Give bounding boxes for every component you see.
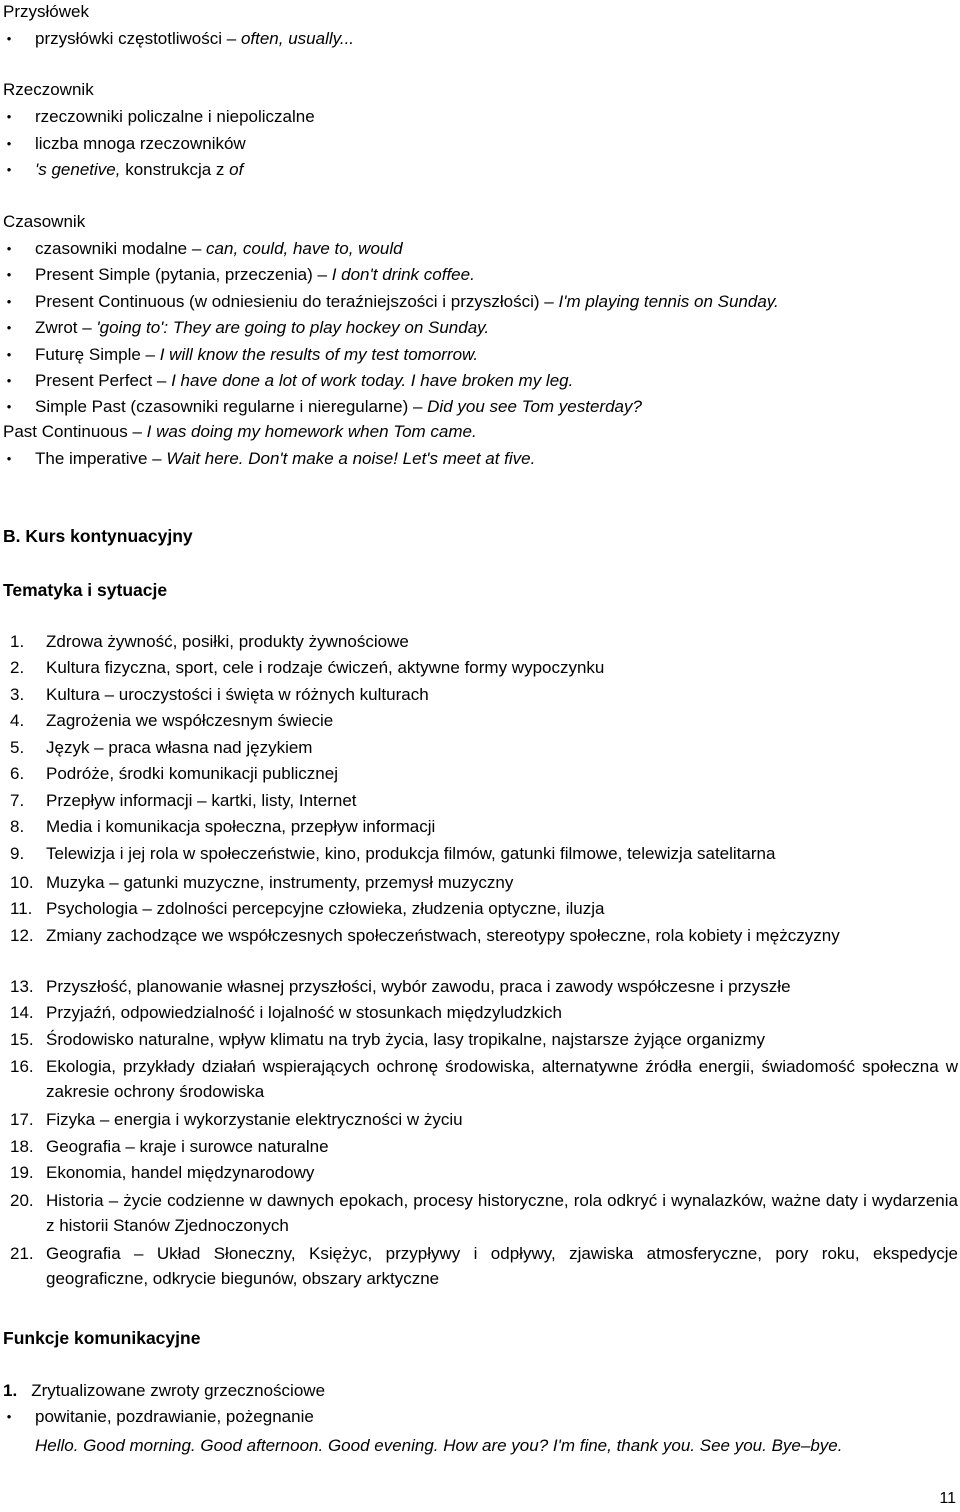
item-text: Telewizja i jej rola w społeczeństwie, kino, produkcja filmów, gatunki filmowe, telewizja satelitarna [46,844,776,863]
item-number: 2. [10,658,25,677]
item-text: przysłówki częstotliwości – [35,29,241,48]
item-number: 21. [10,1244,34,1263]
bullet-icon: • [6,451,12,466]
item-example: 'going to': They are going to play hockey on Sunday. [96,318,490,337]
function-item [3,1381,325,1401]
item-text: Muzyka – gatunki muzyczne, instrumenty, przemysł muzyczny [46,873,514,892]
item-text: Present Continuous (w odniesieniu do teraźniejszości i przyszłości) – [35,292,559,311]
bullet-icon: • [6,109,12,124]
verb-heading: Czasownik [3,212,86,231]
item-number: 1. [10,632,25,651]
item-text: rzeczowniki policzalne i niepoliczalne [35,107,315,126]
item-text: Media i komunikacja społeczna, przepływ informacji [46,817,436,836]
item-text: Zwrot – [35,318,97,337]
item-number: 1. [3,1381,18,1400]
item-text: czasowniki modalne – [35,239,207,258]
topics-heading: Tematyka i sytuacje [3,580,168,600]
item-example: I'm playing tennis on Sunday. [558,292,779,311]
item-number: 8. [10,817,25,836]
item-number: 15. [10,1030,34,1049]
item-number: 13. [10,977,34,996]
item-text: Psychologia – zdolności percepcyjne człowieka, złudzenia optyczne, iluzja [46,899,605,918]
bullet-icon: • [6,347,12,362]
item-text: Kultura – uroczystości i święta w różnych kulturach [46,685,429,704]
page-number: 11 [939,1490,956,1507]
item-text: Present Simple (pytania, przeczenia) – [35,265,332,284]
list-item: Zmiany zachodzące we współczesnych społeczeństwach, stereotypy społeczne, rola kobiety i mężczyzny [46,926,840,945]
bullet-icon: • [6,294,12,309]
item-example: I was doing my homework when Tom came. [146,422,477,441]
item-example: Wait here. Don't make a noise! Let's meet at five. [166,449,536,468]
item-number: 9. [10,844,25,863]
item-text: Zrytualizowane zwroty grzecznościowe [31,1381,326,1400]
item-number: 6. [10,764,25,783]
list-item: Geografia – Układ Słoneczny, Księżyc, przypływy i odpływy, zjawiska atmosferyczne, pory roku, ekspedycje geograficzne, odkrycie biegunów, obszary arktyczne [46,1244,958,1288]
item-number: 16. [10,1057,34,1076]
item-example: 's genetive, [35,160,121,179]
item-text: liczba mnoga rzeczowników [35,134,246,153]
bullet-icon: • [6,320,12,335]
item-text: konstrukcja z [120,160,230,179]
item-text: Fizyka – energia i wykorzystanie elektryczności w życiu [46,1110,463,1129]
adverb-heading: Przysłówek [3,2,89,21]
bullet-icon: • [6,373,12,388]
item-number: 7. [10,791,25,810]
item-text: Podróże, środki komunikacji publicznej [46,764,338,783]
item-example: of [229,160,244,179]
item-example: can, could, have to, would [206,239,403,258]
item-example: Did you see Tom yesterday? [427,397,642,416]
bullet-icon: • [6,31,12,46]
item-text: Futurę Simple – [35,345,160,364]
item-text: Kultura fizyczna, sport, cele i rodzaje ćwiczeń, aktywne formy wypoczynku [46,658,605,677]
item-example: I don't drink coffee. [331,265,475,284]
item-text: Simple Past (czasowniki regularne i nieregularne) – [35,397,428,416]
past-continuous-line [3,422,477,442]
list-item: Historia – życie codzienne w dawnych epokach, procesy historyczne, rola odkryć i wynalazków, ważne daty i wydarzenia z historii Stanów Zjednoczonych [46,1191,958,1235]
item-number: 4. [10,711,25,730]
item-example: I will know the results of my test tomorrow. [159,345,479,364]
item-text: Przepływ informacji – kartki, listy, Internet [46,791,357,810]
bullet-icon: • [6,136,12,151]
bullet-icon: • [6,399,12,414]
item-text: Geografia – kraje i surowce naturalne [46,1137,329,1156]
item-text: Środowisko naturalne, wpływ klimatu na tryb życia, lasy tropikalne, najstarsze żyjące organizmy [46,1030,766,1049]
list-item: Ekologia, przykłady działań wspierających ochronę środowiska, alternatywne źródła energii, świadomość społeczna w zakresie ochrony środowiska [46,1057,958,1101]
item-number: 3. [10,685,25,704]
item-number: 5. [10,738,25,757]
item-text: powitanie, pozdrawianie, pożegnanie [35,1407,314,1426]
item-text: Ekonomia, handel międzynarodowy [46,1163,315,1182]
item-text: The imperative – [35,449,167,468]
item-number: 19. [10,1163,34,1182]
bullet-icon: • [6,267,12,282]
item-number: 17. [10,1110,34,1129]
noun-heading: Rzeczownik [3,80,94,99]
item-text: Past Continuous – [3,422,147,441]
functions-heading: Funkcje komunikacyjne [3,1328,201,1348]
item-number: 11. [10,899,33,918]
item-example: I have done a lot of work today. I have broken my leg. [171,371,574,390]
item-text: Język – praca własna nad językiem [46,738,313,757]
item-text: Present Perfect – [35,371,172,390]
greeting-examples: Hello. Good morning. Good afternoon. Good evening. How are you? I'm fine, thank you. See you. Bye–bye. [35,1436,843,1455]
item-number: 14. [10,1003,34,1022]
item-text: Zagrożenia we współczesnym świecie [46,711,334,730]
item-example: often, usually... [240,29,355,48]
section-b-heading: B. Kurs kontynuacyjny [3,526,193,546]
item-text: Przyjaźń, odpowiedzialność i lojalność w stosunkach międzyludzkich [46,1003,562,1022]
bullet-icon: • [6,1409,12,1424]
item-number: 18. [10,1137,34,1156]
item-text: Przyszłość, planowanie własnej przyszłości, wybór zawodu, praca i zawody współczesne i przyszłe [46,977,791,996]
item-text: Zdrowa żywność, posiłki, produkty żywnościowe [46,632,409,651]
item-number: 12. [10,926,34,945]
bullet-icon: • [6,241,12,256]
item-number: 20. [10,1191,34,1210]
item-number: 10. [10,873,34,892]
bullet-icon: • [6,162,12,177]
